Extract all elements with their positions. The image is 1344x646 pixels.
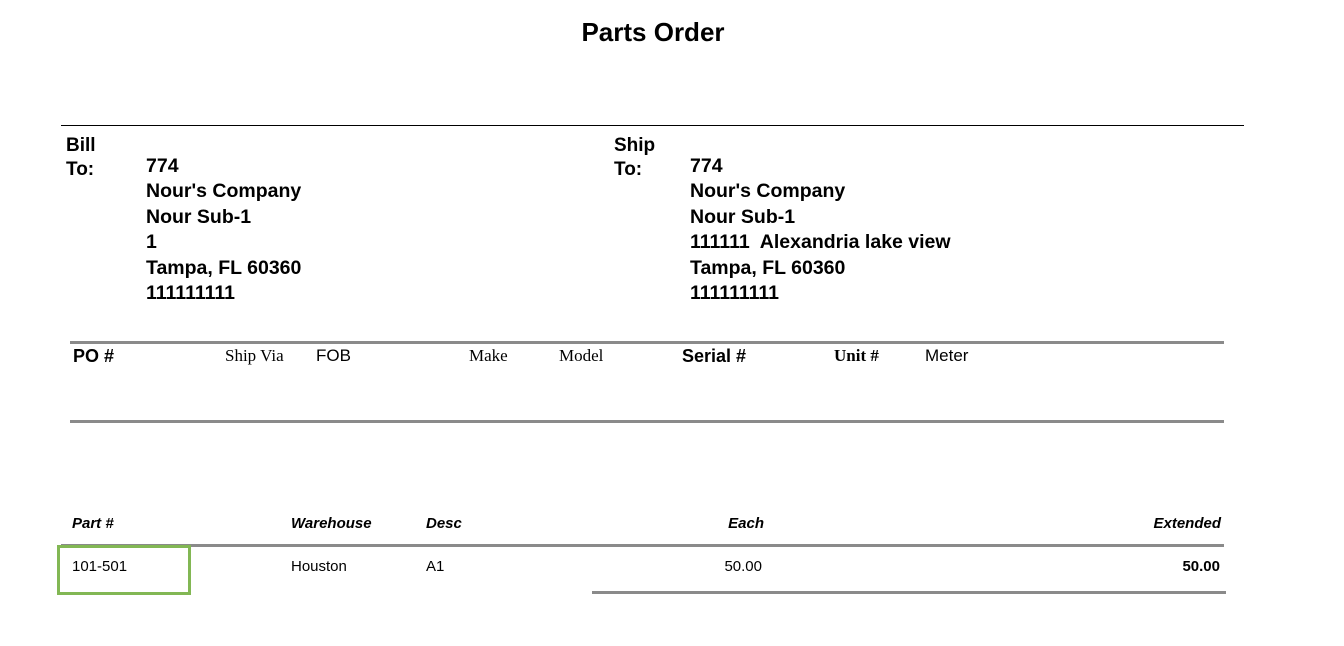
bill-to-phone: 111111111: [146, 282, 235, 305]
row-part-number: 101-501: [72, 558, 128, 575]
bill-to-company: Nour's Company: [146, 180, 302, 203]
bill-to-address: [146, 154, 301, 306]
table-header-rule: [61, 544, 1224, 547]
fob-label: FOB: [316, 346, 351, 365]
ship-to-label-line1: Ship: [614, 135, 656, 156]
model-label: Model: [559, 346, 604, 365]
bill-to-label-line1: Bill: [66, 135, 96, 156]
row-extended: 50.00: [1182, 558, 1220, 575]
make-label: Make: [469, 346, 508, 365]
total-rule: [592, 591, 1226, 594]
unit-label: Unit #: [834, 346, 879, 365]
po-label: PO #: [73, 346, 115, 366]
col-part: Part #: [72, 515, 114, 532]
bill-to-label-line2: To:: [66, 159, 95, 180]
row-each: 50.00: [724, 558, 762, 575]
bill-to-sub: Nour Sub-1: [146, 205, 252, 228]
serial-label: Serial #: [682, 346, 747, 366]
ship-to-city: Tampa, FL 60360: [690, 256, 846, 279]
ship-to-label: [614, 134, 655, 182]
ship-to-phone: 111111111: [690, 282, 779, 305]
ship-to-company: Nour's Company: [690, 180, 846, 203]
row-desc: A1: [426, 558, 445, 575]
ship-via-label: Ship Via: [225, 346, 284, 365]
row-warehouse: Houston: [291, 558, 347, 575]
ship-to-address: [690, 154, 951, 306]
ship-to-sub: Nour Sub-1: [690, 205, 796, 228]
bill-to-street: 1: [146, 231, 157, 254]
order-header-top-rule: [70, 341, 1224, 344]
bill-to-city: Tampa, FL 60360: [146, 256, 302, 279]
ship-to-street: 111111 Alexandria lake view: [690, 231, 951, 254]
ship-to-label-line2: To:: [614, 159, 643, 180]
col-extended: Extended: [1153, 515, 1221, 532]
header-divider: [61, 125, 1244, 126]
col-desc: Desc: [426, 515, 462, 532]
order-header-bottom-rule: [70, 420, 1224, 423]
ship-to-account: 774: [690, 155, 723, 177]
meter-label: Meter: [925, 346, 969, 365]
document-title: Parts Order: [581, 17, 725, 47]
bill-to-account: 774: [146, 155, 179, 177]
col-each: Each: [728, 515, 764, 532]
col-warehouse: Warehouse: [291, 515, 372, 532]
bill-to-label: [66, 134, 96, 182]
